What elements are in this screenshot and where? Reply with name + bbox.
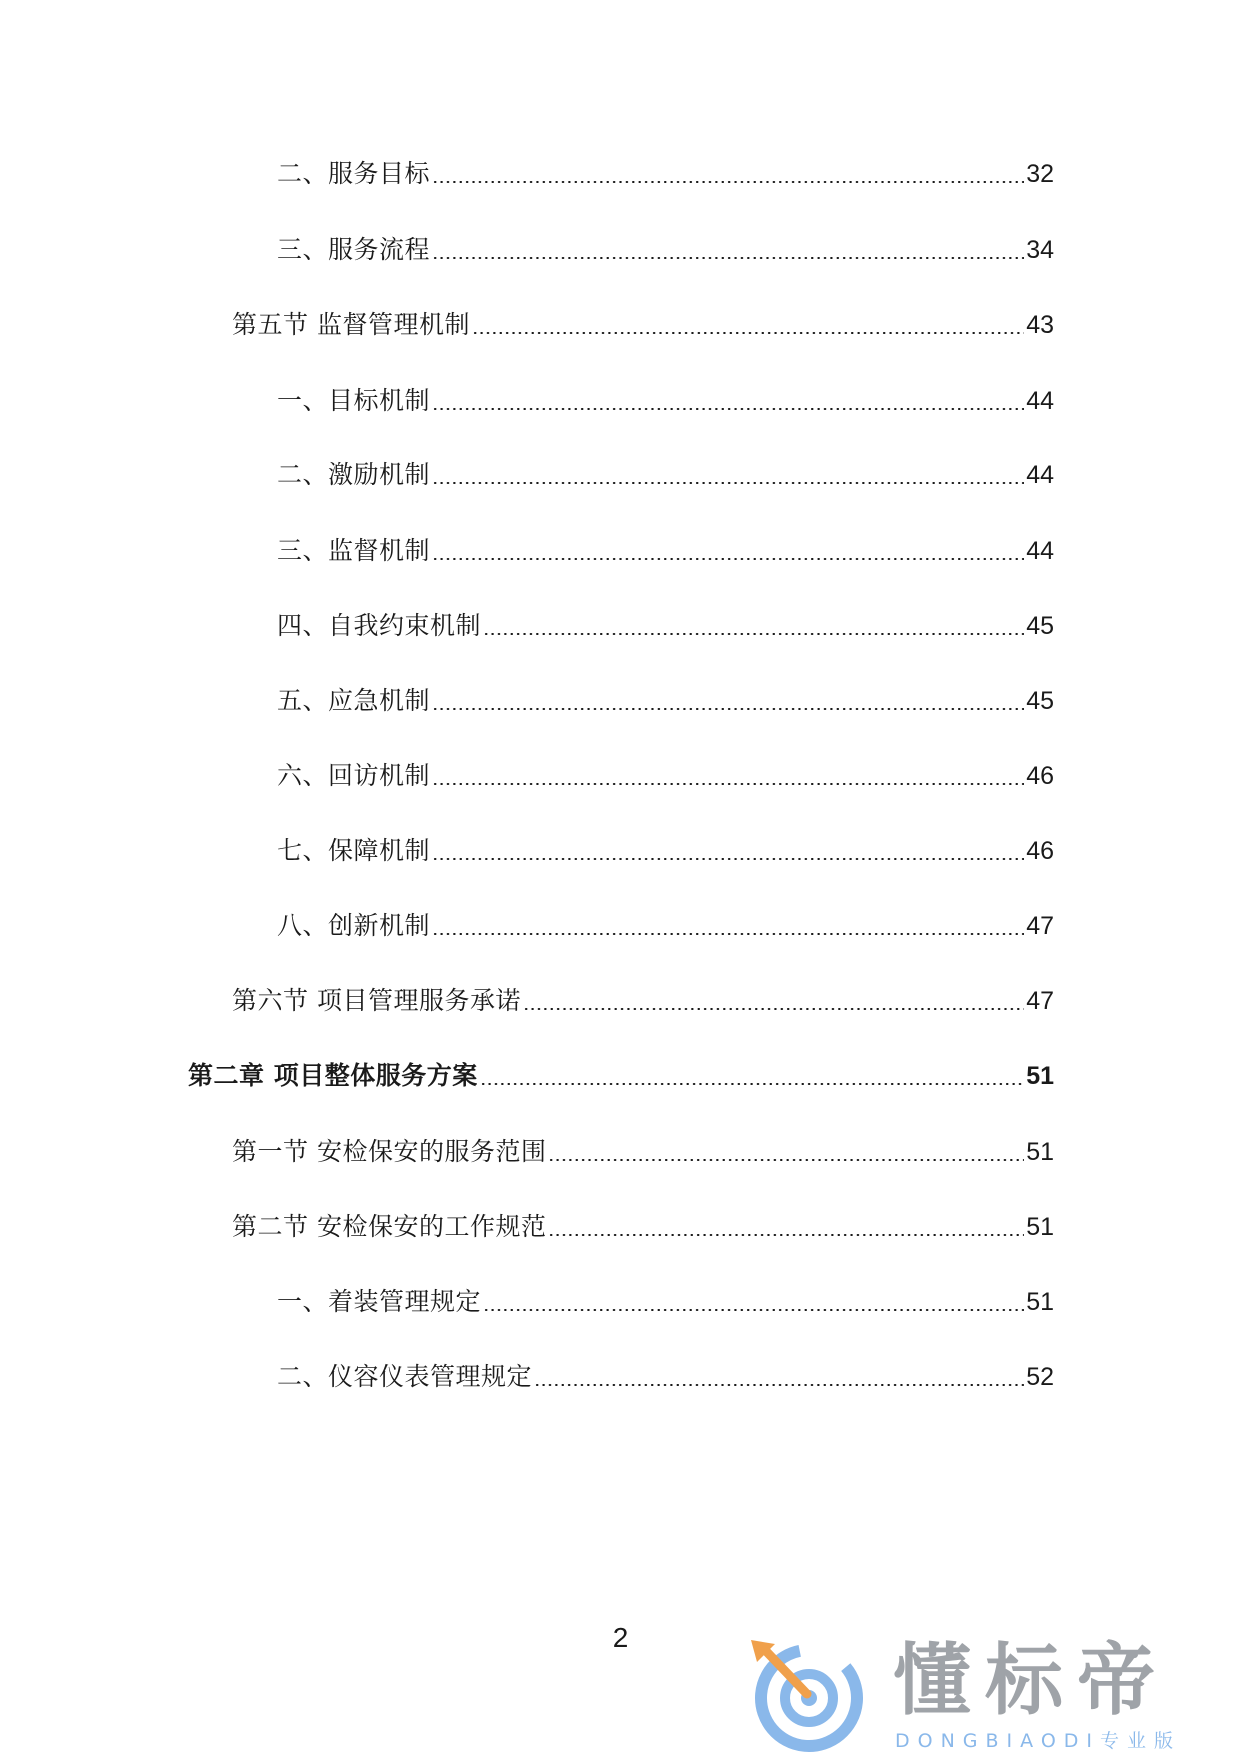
toc-entry-title: 二、激励机制 — [277, 460, 431, 489]
toc-entry-page: 44 — [1026, 461, 1054, 489]
toc-entry-title: 三、监督机制 — [277, 536, 431, 565]
toc-leader-dots — [472, 332, 1024, 334]
toc-entry-title: 四、自我约束机制 — [277, 611, 482, 640]
toc-entry-page: 45 — [1026, 612, 1054, 640]
page-number: 2 — [612, 1622, 629, 1653]
toc-entry-title: 二、服务目标 — [277, 159, 431, 188]
toc-entry-page: 51 — [1026, 1213, 1054, 1241]
toc-entry-page: 52 — [1026, 1363, 1054, 1391]
toc-entry[interactable] — [232, 1135, 1054, 1169]
toc-leader-dots — [483, 633, 1024, 635]
toc-entry-page: 44 — [1026, 537, 1054, 565]
toc-entry-title: 七、保障机制 — [277, 836, 431, 865]
toc-entry-chapter[interactable] — [188, 1059, 1054, 1093]
toc-entry-page: 34 — [1026, 236, 1054, 264]
toc-entry[interactable] — [277, 458, 1054, 492]
toc-entry[interactable] — [277, 1285, 1054, 1319]
toc-leader-dots — [548, 1234, 1024, 1236]
toc-entry-title: 三、服务流程 — [277, 235, 431, 264]
toc-entry-page: 46 — [1026, 762, 1054, 790]
toc-entry-page: 47 — [1026, 987, 1054, 1015]
toc-entry-title: 八、创新机制 — [277, 911, 431, 940]
toc-entry-page: 44 — [1026, 387, 1054, 415]
toc-entry[interactable] — [277, 1360, 1054, 1394]
toc-entry-title: 第六节 项目管理服务承诺 — [232, 986, 521, 1015]
toc-entry-page: 51 — [1026, 1288, 1054, 1316]
toc-entry-title: 一、着装管理规定 — [277, 1287, 482, 1316]
toc-entry-title: 五、应急机制 — [277, 686, 431, 715]
toc-entry[interactable] — [277, 534, 1054, 568]
toc-leader-dots — [432, 482, 1024, 484]
toc-entry-title: 第一节 安检保安的服务范围 — [232, 1137, 547, 1166]
toc-leader-dots — [432, 783, 1024, 785]
toc-leader-dots — [534, 1384, 1024, 1386]
toc-entry-page: 46 — [1026, 837, 1054, 865]
toc-leader-dots — [432, 708, 1024, 710]
toc-entry[interactable] — [277, 233, 1054, 267]
toc-entry-page: 43 — [1026, 311, 1054, 339]
toc-leader-dots — [432, 558, 1024, 560]
toc-entry[interactable] — [277, 834, 1054, 868]
toc-entry-page: 47 — [1026, 912, 1054, 940]
toc-entry-title: 二、仪容仪表管理规定 — [277, 1362, 533, 1391]
toc-leader-dots — [432, 257, 1024, 259]
toc-entry-title: 一、目标机制 — [277, 386, 431, 415]
toc-entry[interactable] — [232, 984, 1054, 1018]
watermark-brand: 懂标帝 — [893, 1636, 1170, 1726]
toc-entry-page: 51 — [1026, 1062, 1054, 1090]
toc-entry[interactable] — [277, 909, 1054, 943]
toc-entry[interactable] — [232, 1210, 1054, 1244]
toc-entry-title: 六、回访机制 — [277, 761, 431, 790]
toc-leader-dots — [432, 181, 1024, 183]
toc-entry[interactable] — [277, 384, 1054, 418]
watermark-subtitle: DONGBIAODI专业版 — [895, 1730, 1182, 1752]
toc-entry[interactable] — [232, 308, 1054, 342]
toc-leader-dots — [432, 858, 1024, 860]
toc-leader-dots — [523, 1008, 1024, 1010]
toc-leader-dots — [483, 1309, 1024, 1311]
toc-entry-title: 第五节 监督管理机制 — [232, 310, 470, 339]
watermark — [745, 1632, 1215, 1754]
toc-entry[interactable] — [277, 684, 1054, 718]
toc-entry[interactable] — [277, 759, 1054, 793]
toc-entry[interactable] — [277, 157, 1054, 191]
toc-entry-title: 第二章 项目整体服务方案 — [188, 1061, 478, 1090]
toc-entry[interactable] — [277, 609, 1054, 643]
toc-leader-dots — [432, 408, 1024, 410]
toc-entry-title: 第二节 安检保安的工作规范 — [232, 1212, 547, 1241]
target-logo-icon — [745, 1632, 867, 1754]
toc-leader-dots — [432, 933, 1024, 935]
toc-entry-page: 32 — [1026, 160, 1054, 188]
toc-entry-page: 51 — [1026, 1138, 1054, 1166]
toc-entry-page: 45 — [1026, 687, 1054, 715]
toc-leader-dots — [480, 1083, 1024, 1085]
toc-leader-dots — [548, 1159, 1024, 1161]
